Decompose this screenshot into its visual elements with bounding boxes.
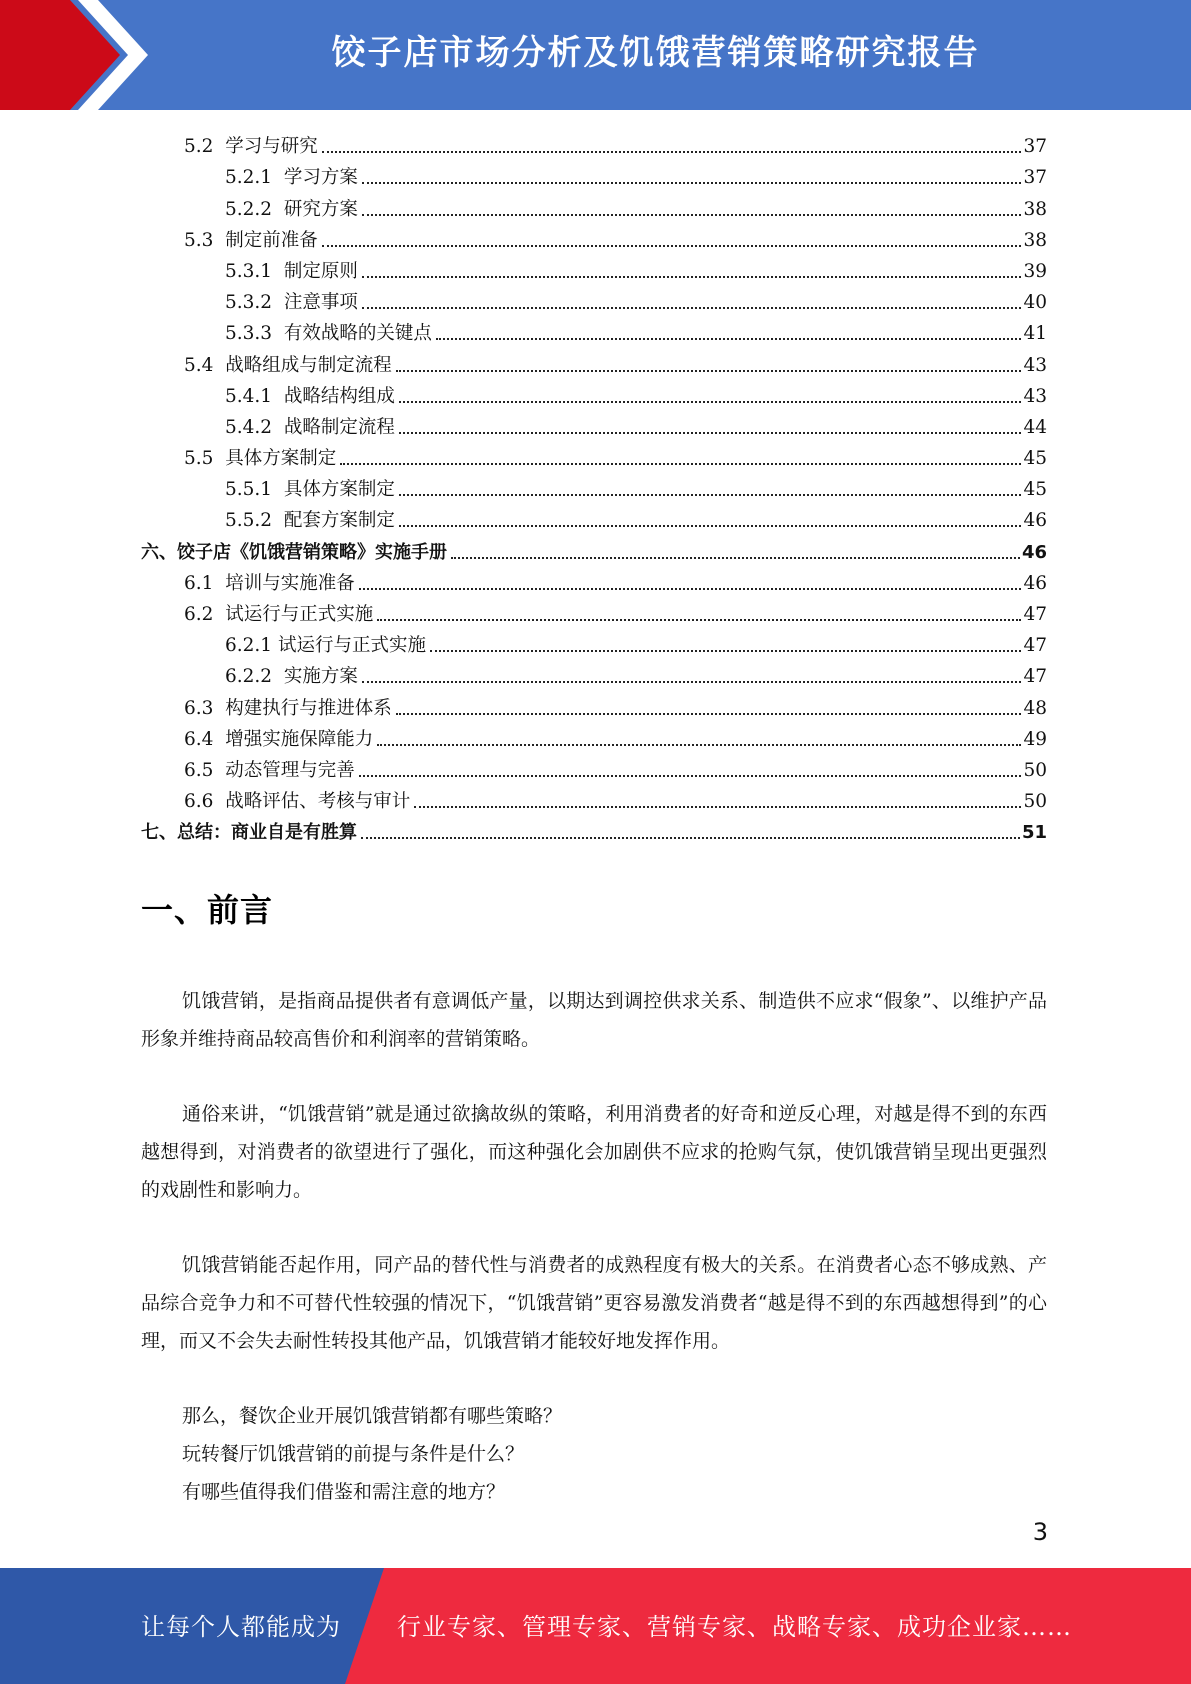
page-number: 3 bbox=[1032, 1518, 1048, 1546]
toc-entry[interactable] bbox=[141, 346, 1047, 377]
toc-entry-number: 5.5.1 bbox=[225, 479, 284, 501]
toc-entry-number: 6.4 bbox=[184, 728, 226, 750]
toc-entry-number: 5.4 bbox=[184, 354, 226, 376]
toc-dot-leader bbox=[362, 182, 1022, 184]
toc-entry-number: 5.3.3 bbox=[225, 323, 284, 345]
document-title: 饺子店市场分析及饥饿营销策略研究报告 bbox=[331, 33, 980, 73]
toc-dot-leader bbox=[430, 650, 1021, 652]
question-line: 有哪些值得我们借鉴和需注意的地方？ bbox=[182, 1481, 506, 1503]
toc-entry[interactable] bbox=[141, 440, 1047, 471]
toc-entry[interactable] bbox=[141, 721, 1047, 752]
toc-dot-leader bbox=[377, 744, 1021, 746]
toc-entry-page: 50 bbox=[1023, 791, 1047, 813]
toc-entry-title: 制定原则 bbox=[283, 260, 358, 282]
toc-entry-number: 6.2.1 bbox=[225, 635, 278, 657]
toc-entry[interactable] bbox=[141, 533, 1047, 564]
toc-entry-title: 战略结构组成 bbox=[283, 385, 395, 407]
toc-entry-title: 学习与研究 bbox=[225, 136, 318, 158]
toc-entry-title: 制定前准备 bbox=[225, 229, 318, 251]
toc-entry-page: 51 bbox=[1021, 822, 1047, 844]
toc-entry[interactable] bbox=[141, 222, 1047, 253]
toc-dot-leader bbox=[451, 557, 1020, 559]
toc-entry-page: 45 bbox=[1023, 448, 1047, 470]
section-body bbox=[141, 982, 1047, 1511]
toc-entry-page: 47 bbox=[1023, 604, 1047, 625]
toc-entry[interactable] bbox=[141, 565, 1047, 596]
toc-entry-page: 38 bbox=[1023, 198, 1047, 220]
toc-dot-leader bbox=[396, 370, 1022, 372]
toc-entry-page: 37 bbox=[1023, 167, 1047, 189]
toc-entry-number: 5.4.1 bbox=[225, 385, 284, 407]
toc-entry-number: 5.3.1 bbox=[225, 260, 284, 282]
toc-entry-number: 5.5 bbox=[184, 448, 226, 470]
toc-entry[interactable] bbox=[141, 502, 1047, 533]
toc-dot-leader bbox=[399, 432, 1022, 434]
toc-entry-page: 46 bbox=[1023, 510, 1047, 532]
toc-entry-title: 七、总结：商业自是有胜算 bbox=[141, 822, 357, 844]
toc-entry-page: 45 bbox=[1023, 479, 1047, 501]
section-heading: 一、前言 bbox=[141, 891, 274, 929]
toc-entry-title: 战略制定流程 bbox=[283, 416, 395, 438]
toc-entry-title: 具体方案制定 bbox=[225, 448, 337, 470]
footer-slogan-left: 让每个人都能成为 bbox=[141, 1613, 341, 1641]
toc-dot-leader bbox=[361, 837, 1020, 839]
page-header bbox=[0, 0, 1191, 110]
toc-entry[interactable] bbox=[141, 409, 1047, 440]
toc-entry-page: 50 bbox=[1023, 759, 1047, 781]
toc-entry-number: 6.3 bbox=[184, 697, 226, 719]
toc-entry-title: 注意事项 bbox=[283, 292, 358, 314]
toc-entry[interactable] bbox=[141, 689, 1047, 720]
paragraph: 饥饿营销能否起作用，同产品的替代性与消费者的成熟程度有极大的关系。在消费者心态不够成熟、产品综合竞争力和不可替代性较强的情况下，“饥饿营销”更容易激发消费者“越是得不到的东西越想得到”的心理，而又不会失去耐性转投其他产品，饥饿营销才能较好地发挥作用。 bbox=[141, 1254, 1047, 1352]
toc-entry-number: 6.1 bbox=[184, 572, 226, 594]
toc-entry[interactable] bbox=[141, 814, 1047, 845]
toc-entry-title: 学习方案 bbox=[283, 167, 358, 189]
toc-entry-title: 配套方案制定 bbox=[283, 510, 395, 532]
toc-entry[interactable] bbox=[141, 658, 1047, 689]
toc-dot-leader bbox=[436, 338, 1022, 340]
toc-entry-number: 5.2 bbox=[184, 136, 226, 158]
toc-entry-page: 41 bbox=[1023, 323, 1047, 345]
toc-dot-leader bbox=[377, 619, 1021, 621]
toc-entry-title: 战略评估、考核与审计 bbox=[225, 791, 411, 813]
toc-dot-leader bbox=[359, 588, 1022, 590]
toc-entry-title: 试运行与正式实施 bbox=[225, 604, 374, 625]
toc-entry-page: 46 bbox=[1021, 541, 1047, 563]
toc-dot-leader bbox=[362, 681, 1022, 683]
toc-entry-title: 培训与实施准备 bbox=[225, 572, 355, 594]
toc-entry-page: 43 bbox=[1023, 354, 1047, 376]
toc-entry[interactable] bbox=[141, 378, 1047, 409]
toc-entry-number: 6.2 bbox=[184, 604, 226, 625]
toc-entry[interactable] bbox=[141, 159, 1047, 190]
toc-entry-title: 战略组成与制定流程 bbox=[225, 354, 392, 376]
toc-dot-leader bbox=[414, 806, 1021, 808]
toc-entry[interactable] bbox=[141, 128, 1047, 159]
toc-dot-leader bbox=[362, 307, 1022, 309]
toc-dot-leader bbox=[399, 494, 1022, 496]
toc-entry[interactable] bbox=[141, 190, 1047, 221]
question-line: 那么，餐饮企业开展饥饿营销都有哪些策略？ bbox=[182, 1405, 563, 1427]
toc-dot-leader bbox=[396, 713, 1022, 715]
toc-dot-leader bbox=[399, 401, 1022, 403]
toc-entry-page: 46 bbox=[1023, 572, 1047, 594]
toc-entry-title: 实施方案 bbox=[283, 666, 358, 688]
toc-entry-page: 39 bbox=[1023, 260, 1047, 282]
toc-entry-title: 试运行与正式实施 bbox=[277, 635, 426, 657]
toc-entry[interactable] bbox=[141, 471, 1047, 502]
toc-entry-number: 6.2.2 bbox=[225, 666, 284, 688]
toc-dot-leader bbox=[322, 245, 1022, 247]
toc-entry-title: 研究方案 bbox=[283, 198, 358, 220]
toc-entry[interactable] bbox=[141, 253, 1047, 284]
toc-entry[interactable] bbox=[141, 752, 1047, 783]
toc-entry-number: 6.5 bbox=[184, 759, 226, 781]
toc-dot-leader bbox=[340, 463, 1021, 465]
toc-entry-title: 六、饺子店《饥饿营销策略》实施手册 bbox=[141, 541, 447, 563]
toc-entry-number: 5.5.2 bbox=[225, 510, 284, 532]
toc-entry-page: 44 bbox=[1023, 416, 1047, 438]
toc-entry-page: 43 bbox=[1023, 385, 1047, 407]
toc-entry-number: 5.3.2 bbox=[225, 292, 284, 314]
question-line: 玩转餐厅饥饿营销的前提与条件是什么？ bbox=[182, 1443, 525, 1465]
table-of-contents bbox=[141, 128, 1047, 845]
toc-entry-title: 具体方案制定 bbox=[283, 479, 395, 501]
toc-entry-title: 动态管理与完善 bbox=[225, 759, 355, 781]
toc-entry-number: 5.4.2 bbox=[225, 416, 284, 438]
toc-entry-page: 47 bbox=[1023, 666, 1047, 688]
toc-entry-number: 6.6 bbox=[184, 791, 226, 813]
toc-dot-leader bbox=[359, 775, 1022, 777]
toc-entry[interactable] bbox=[141, 783, 1047, 814]
toc-entry-page: 49 bbox=[1023, 728, 1047, 750]
toc-entry[interactable] bbox=[141, 627, 1047, 658]
toc-dot-leader bbox=[399, 525, 1022, 527]
toc-entry-page: 47 bbox=[1023, 635, 1047, 657]
toc-entry-number: 5.3 bbox=[184, 229, 226, 251]
toc-entry-page: 48 bbox=[1023, 697, 1047, 719]
toc-entry-title: 构建执行与推进体系 bbox=[225, 697, 392, 719]
toc-dot-leader bbox=[322, 151, 1022, 153]
paragraph: 通俗来讲，“饥饿营销”就是通过欲擒故纵的策略，利用消费者的好奇和逆反心理，对越是得不到的东西越想得到，对消费者的欲望进行了强化，而这种强化会加剧供不应求的抢购气氛，使饥饿营销呈现出更强烈的戏剧性和影响力。 bbox=[141, 1103, 1047, 1201]
toc-entry-page: 40 bbox=[1023, 292, 1047, 314]
toc-entry-number: 5.2.1 bbox=[225, 167, 284, 189]
toc-entry[interactable] bbox=[141, 284, 1047, 315]
toc-entry-number: 5.2.2 bbox=[225, 198, 284, 220]
toc-entry-page: 37 bbox=[1023, 136, 1047, 158]
footer-slogan-right: 行业专家、管理专家、营销专家、战略专家、成功企业家…… bbox=[397, 1613, 1072, 1641]
header-arrow-decoration bbox=[0, 0, 200, 110]
toc-entry[interactable] bbox=[141, 596, 1047, 627]
page-footer bbox=[0, 1568, 1191, 1684]
paragraph: 饥饿营销，是指商品提供者有意调低产量，以期达到调控供求关系、制造供不应求“假象”、以维护产品形象并维持商品较高售价和利润率的营销策略。 bbox=[141, 990, 1047, 1050]
toc-entry-title: 有效战略的关键点 bbox=[283, 323, 432, 345]
toc-dot-leader bbox=[362, 214, 1022, 216]
toc-entry-page: 38 bbox=[1023, 229, 1047, 251]
toc-entry[interactable] bbox=[141, 315, 1047, 346]
toc-entry-title: 增强实施保障能力 bbox=[225, 728, 374, 750]
toc-dot-leader bbox=[362, 276, 1022, 278]
